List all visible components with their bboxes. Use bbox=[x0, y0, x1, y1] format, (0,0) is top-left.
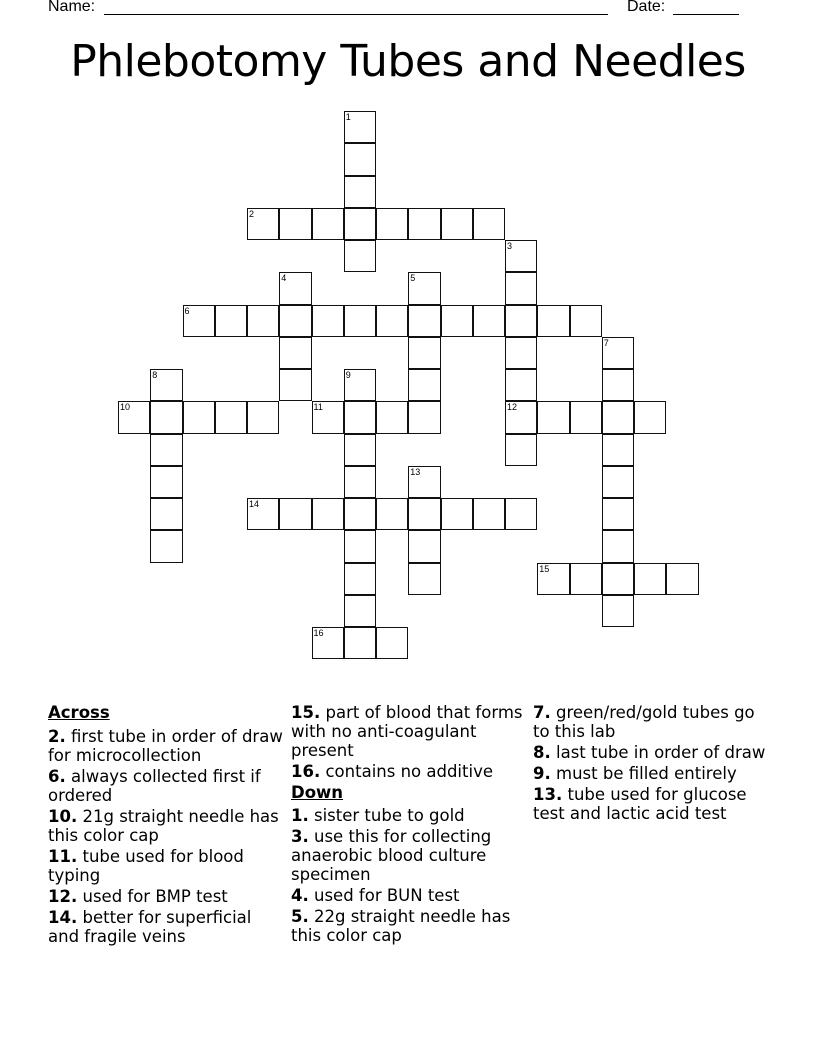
crossword-cell[interactable] bbox=[279, 369, 311, 401]
clue-across-16: 16. contains no additive bbox=[291, 762, 493, 781]
clue-number: 6 bbox=[184, 305, 190, 316]
crossword-cell[interactable] bbox=[602, 434, 634, 466]
crossword-cell[interactable] bbox=[312, 208, 344, 240]
crossword-cell[interactable] bbox=[570, 563, 602, 595]
crossword-cell[interactable] bbox=[215, 305, 247, 337]
crossword-cell[interactable] bbox=[441, 498, 473, 530]
crossword-cell[interactable] bbox=[408, 208, 440, 240]
crossword-cell[interactable] bbox=[441, 208, 473, 240]
crossword-cell[interactable] bbox=[279, 337, 311, 369]
crossword-cell[interactable] bbox=[505, 272, 537, 304]
clue-across-14: 14. better for superficial and fragile veins bbox=[48, 908, 252, 946]
crossword-cell[interactable] bbox=[344, 305, 376, 337]
clue-number: 2 bbox=[249, 208, 255, 219]
crossword-cell[interactable] bbox=[247, 208, 279, 240]
crossword-cell[interactable] bbox=[408, 563, 440, 595]
clue-across-11: 11. tube used for blood typing bbox=[48, 847, 244, 885]
crossword-cell[interactable] bbox=[247, 498, 279, 530]
clue-number: 16 bbox=[313, 628, 324, 638]
crossword-cell[interactable] bbox=[344, 595, 376, 627]
crossword-cell[interactable] bbox=[344, 111, 376, 143]
crossword-cell[interactable] bbox=[344, 143, 376, 175]
crossword-cell[interactable] bbox=[602, 337, 634, 369]
clue-down-8: 8. last tube in order of draw bbox=[533, 743, 766, 762]
clue-down-13: 13. tube used for glucose test and lactic acid test bbox=[533, 785, 747, 823]
crossword-cell[interactable] bbox=[344, 208, 376, 240]
clue-number: 7 bbox=[603, 337, 609, 348]
crossword-cell[interactable] bbox=[150, 498, 182, 530]
crossword-cell[interactable] bbox=[602, 595, 634, 627]
clue-down-7: 7. green/red/gold tubes go to this lab bbox=[533, 703, 755, 741]
clue-across-15: 15. part of blood that forms with no anti-coagulant present bbox=[291, 703, 523, 760]
crossword-cell[interactable] bbox=[183, 305, 215, 337]
crossword-cell[interactable] bbox=[602, 401, 634, 433]
crossword-cell[interactable] bbox=[344, 176, 376, 208]
crossword-cell[interactable] bbox=[344, 434, 376, 466]
crossword-cell[interactable] bbox=[602, 498, 634, 530]
clue-down-3: 3. use this for collecting anaerobic blood culture specimen bbox=[291, 827, 492, 884]
clue-number: 5 bbox=[410, 273, 416, 284]
clues-column-3 bbox=[533, 703, 768, 825]
crossword-cell[interactable] bbox=[570, 401, 602, 433]
crossword-cell[interactable] bbox=[376, 208, 408, 240]
clue-down-1: 1. sister tube to gold bbox=[291, 806, 465, 825]
crossword-cell[interactable] bbox=[602, 563, 634, 595]
crossword-cell[interactable] bbox=[602, 369, 634, 401]
crossword-cell[interactable] bbox=[150, 434, 182, 466]
crossword-cell[interactable] bbox=[408, 369, 440, 401]
crossword-cell[interactable] bbox=[279, 272, 311, 304]
crossword-cell[interactable] bbox=[473, 208, 505, 240]
crossword-cell[interactable] bbox=[312, 627, 344, 659]
crossword-cell[interactable] bbox=[183, 401, 215, 433]
crossword-cell[interactable] bbox=[473, 498, 505, 530]
crossword-cell[interactable] bbox=[279, 305, 311, 337]
crossword-cell[interactable] bbox=[441, 305, 473, 337]
crossword-cell[interactable] bbox=[473, 305, 505, 337]
crossword-cell[interactable] bbox=[312, 401, 344, 433]
clue-number: 3 bbox=[507, 241, 513, 251]
crossword-cell[interactable] bbox=[408, 530, 440, 562]
crossword-cell[interactable] bbox=[215, 401, 247, 433]
crossword-cell[interactable] bbox=[344, 530, 376, 562]
crossword-cell[interactable] bbox=[570, 305, 602, 337]
crossword-cell[interactable] bbox=[376, 401, 408, 433]
clue-number: 4 bbox=[281, 273, 287, 284]
crossword-cell[interactable] bbox=[408, 466, 440, 498]
crossword-cell[interactable] bbox=[376, 627, 408, 659]
crossword-cell[interactable] bbox=[279, 208, 311, 240]
crossword-cell[interactable] bbox=[408, 337, 440, 369]
clue-number: 10 bbox=[120, 402, 131, 413]
clue-across-2: 2. first tube in order of draw for microcollection bbox=[48, 727, 283, 765]
crossword-cell[interactable] bbox=[537, 401, 569, 433]
crossword-cell[interactable] bbox=[344, 466, 376, 498]
crossword-cell[interactable] bbox=[505, 369, 537, 401]
crossword-cell[interactable] bbox=[408, 305, 440, 337]
crossword-cell[interactable] bbox=[376, 498, 408, 530]
clue-number: 14 bbox=[249, 499, 260, 509]
clue-down-5: 5. 22g straight needle has this color cap bbox=[291, 907, 511, 945]
crossword-cell[interactable] bbox=[408, 401, 440, 433]
crossword-cell[interactable] bbox=[537, 305, 569, 337]
crossword-cell[interactable] bbox=[247, 401, 279, 433]
crossword-cell[interactable] bbox=[150, 466, 182, 498]
clue-down-4: 4. used for BUN test bbox=[291, 886, 460, 905]
crossword-cell[interactable] bbox=[118, 401, 150, 433]
clue-number: 9 bbox=[345, 370, 351, 380]
crossword-cell[interactable] bbox=[602, 466, 634, 498]
down-heading: Down bbox=[291, 783, 344, 802]
crossword-cell[interactable] bbox=[505, 240, 537, 272]
clue-across-6: 6. always collected first if ordered bbox=[48, 767, 261, 805]
crossword-cell[interactable] bbox=[344, 627, 376, 659]
clues-column-2 bbox=[291, 703, 526, 947]
crossword-cell[interactable] bbox=[408, 272, 440, 304]
crossword-cell[interactable] bbox=[505, 401, 537, 433]
page-title: Phlebotomy Tubes and Needles bbox=[70, 36, 746, 87]
clue-number: 13 bbox=[410, 466, 421, 477]
clue-number: 1 bbox=[345, 112, 351, 122]
clues-column-1 bbox=[48, 703, 283, 948]
crossword-cell[interactable] bbox=[505, 498, 537, 530]
clue-across-10: 10. 21g straight needle has this color cap bbox=[48, 807, 279, 845]
crossword-cell[interactable] bbox=[312, 305, 344, 337]
crossword-cell[interactable] bbox=[666, 563, 698, 595]
crossword-cell[interactable] bbox=[505, 434, 537, 466]
clue-number: 15 bbox=[539, 563, 550, 574]
crossword-cell[interactable] bbox=[344, 369, 376, 401]
crossword-cell[interactable] bbox=[537, 563, 569, 595]
across-heading: Across bbox=[48, 703, 110, 722]
crossword-cell[interactable] bbox=[247, 305, 279, 337]
crossword-cell[interactable] bbox=[505, 337, 537, 369]
crossword-cell[interactable] bbox=[344, 563, 376, 595]
crossword-cell[interactable] bbox=[150, 369, 182, 401]
date-label: Date: bbox=[627, 0, 666, 15]
clue-number: 12 bbox=[507, 402, 518, 413]
crossword-cell[interactable] bbox=[634, 401, 666, 433]
clue-number: 8 bbox=[152, 370, 158, 380]
crossword-cell[interactable] bbox=[344, 401, 376, 433]
clue-down-9: 9. must be filled entirely bbox=[533, 764, 737, 783]
name-label: Name: bbox=[48, 0, 96, 15]
crossword-cell[interactable] bbox=[408, 498, 440, 530]
crossword-cell[interactable] bbox=[602, 530, 634, 562]
crossword-cell[interactable] bbox=[505, 305, 537, 337]
crossword-cell[interactable] bbox=[344, 240, 376, 272]
clue-number: 11 bbox=[313, 402, 323, 413]
crossword-cell[interactable] bbox=[279, 498, 311, 530]
crossword-cell[interactable] bbox=[634, 563, 666, 595]
crossword-cell[interactable] bbox=[344, 498, 376, 530]
crossword-cell[interactable] bbox=[150, 530, 182, 562]
crossword-cell[interactable] bbox=[150, 401, 182, 433]
crossword-cell[interactable] bbox=[312, 498, 344, 530]
clue-across-12: 12. used for BMP test bbox=[48, 887, 228, 906]
crossword-cell[interactable] bbox=[376, 305, 408, 337]
